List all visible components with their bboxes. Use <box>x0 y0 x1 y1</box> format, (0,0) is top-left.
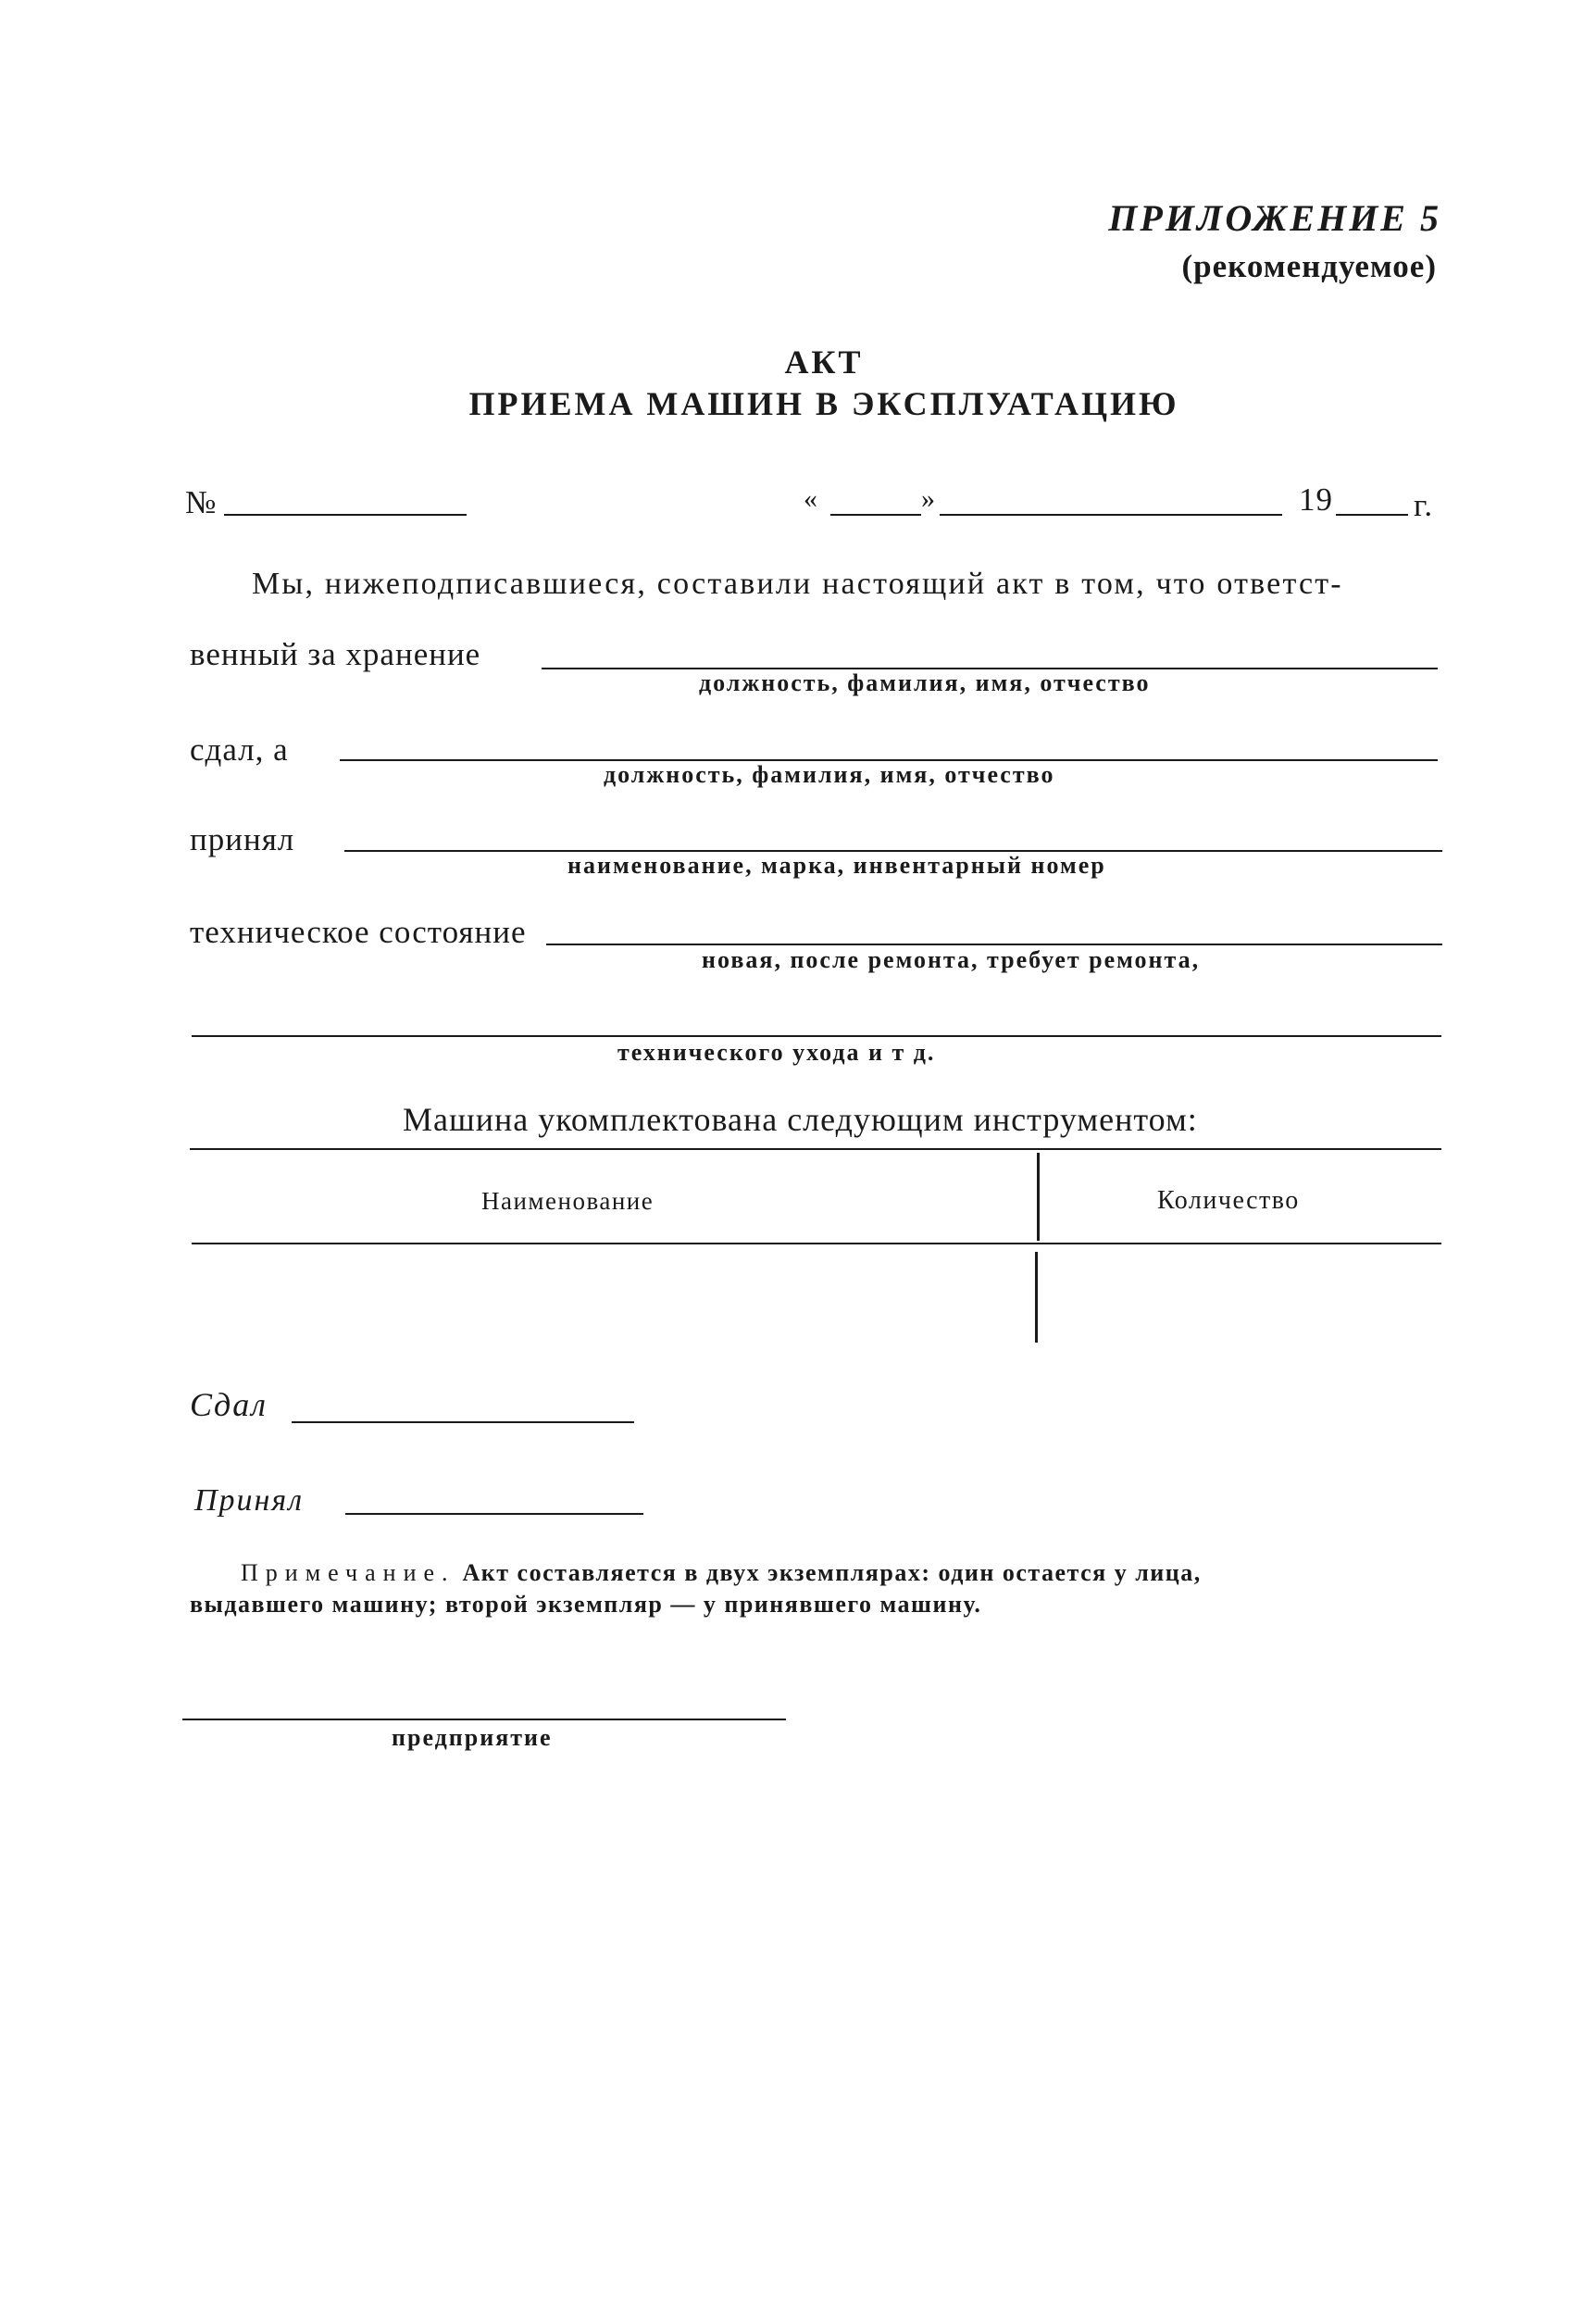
document-subtitle: ПРИЕМА МАШИН В ЭКСПЛУАТАЦИЮ <box>468 385 1179 422</box>
document-title: АКТ <box>784 344 864 381</box>
quote-close: » <box>921 483 936 514</box>
signature-handed-label: Сдал <box>190 1386 268 1423</box>
received-label: принял <box>190 821 295 857</box>
signature-handed-field[interactable] <box>292 1421 634 1423</box>
condition-field-2[interactable] <box>192 1035 1441 1037</box>
tools-heading: Машина укомплектована следующим инструментом: <box>403 1101 1198 1138</box>
handed-caption: должность, фамилия, имя, отчество <box>604 761 1055 788</box>
condition-caption: новая, после ремонта, требует ремонта, <box>702 946 1201 973</box>
enterprise-caption: предприятие <box>392 1724 553 1751</box>
table-row-empty[interactable] <box>192 1245 1441 1343</box>
number-field[interactable] <box>224 514 467 516</box>
note-label: Примечание. <box>241 1559 455 1586</box>
enterprise-field[interactable] <box>182 1719 786 1720</box>
table-top-border <box>190 1148 1441 1150</box>
signature-received-label: Принял <box>194 1483 305 1518</box>
month-field[interactable] <box>940 514 1282 516</box>
year-prefix: 19 <box>1299 481 1333 518</box>
note <box>241 1559 1202 1587</box>
condition-label: техническое состояние <box>190 914 527 950</box>
signature-received-field[interactable] <box>345 1513 643 1515</box>
handed-label: сдал, а <box>190 731 289 768</box>
quote-open: « <box>804 483 818 514</box>
table-column-divider <box>1037 1153 1040 1241</box>
table-header-quantity: Количество <box>1157 1186 1300 1215</box>
note-text-2: выдавшего машину; второй экземпляр — у принявшего машину. <box>190 1591 982 1618</box>
year-field[interactable] <box>1336 514 1408 516</box>
note-text-1: Акт составляется в двух экземплярах: один остается у лица, <box>462 1559 1202 1586</box>
appendix-title: ПРИЛОЖЕНИЕ 5 <box>1108 197 1441 239</box>
number-label: № <box>185 484 218 520</box>
received-caption: наименование, марка, инвентарный номер <box>567 852 1106 879</box>
year-suffix: г. <box>1414 487 1434 523</box>
intro-line-2: венный за хранение <box>190 636 481 672</box>
appendix-subtitle: (рекомендуемое) <box>1181 248 1437 284</box>
table-header-name: Наименование <box>481 1187 655 1215</box>
table-header-border <box>192 1243 1441 1244</box>
condition-field[interactable] <box>546 944 1442 945</box>
day-field[interactable] <box>830 514 921 516</box>
storage-caption: должность, фамилия, имя, отчество <box>699 669 1151 696</box>
condition-caption-2: технического ухода и т д. <box>617 1039 936 1066</box>
intro-line-1: Мы, нижеподписавшиеся, составили настоящий акт в том, что ответст- <box>252 567 1343 601</box>
